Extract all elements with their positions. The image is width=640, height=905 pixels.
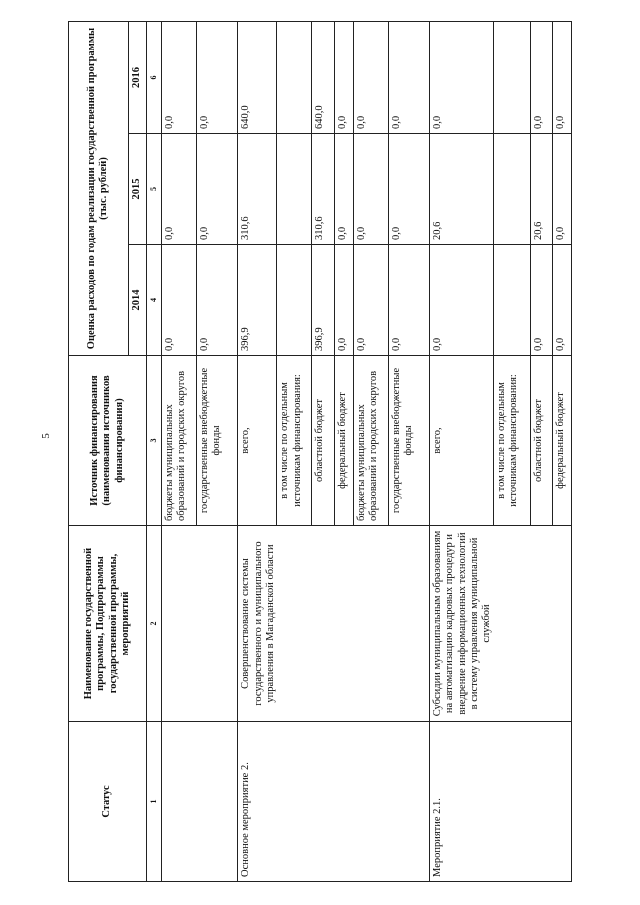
value-2015: 0,0 [335, 134, 354, 245]
value-2014: 0,0 [553, 245, 572, 356]
header-year-2016: 2016 [128, 22, 147, 134]
page-number: 5 [40, 433, 52, 439]
value-2015: 0,0 [162, 134, 197, 245]
value-2014: 0,0 [197, 245, 238, 356]
value-2014: 0,0 [429, 245, 493, 356]
column-number: 6 [147, 22, 162, 134]
value-2015: 0,0 [553, 134, 572, 245]
value-2016: 640,0 [238, 22, 277, 134]
value-2015: 310,6 [238, 134, 277, 245]
value-2016: 0,0 [553, 22, 572, 134]
value-2014: 0,0 [162, 245, 197, 356]
value-2016 [493, 22, 530, 134]
value-2014 [277, 245, 312, 356]
value-2016: 0,0 [197, 22, 238, 134]
table-row [429, 22, 493, 882]
header-status: Статус [69, 722, 147, 882]
header-estimate: Оценка расходов по годам реализации государственной программы (тыс. рублей) [69, 22, 129, 356]
value-2014: 0,0 [388, 245, 429, 356]
column-number: 3 [147, 356, 162, 526]
source-cell: в том числе по отдельным источникам финансирования: [493, 356, 530, 526]
column-number: 1 [147, 722, 162, 882]
value-2015: 0,0 [353, 134, 388, 245]
name-cell-empty [162, 526, 238, 722]
source-cell: государственные внебюджетные фонды [197, 356, 238, 526]
value-2016: 0,0 [335, 22, 354, 134]
value-2014: 396,9 [312, 245, 335, 356]
value-2016: 0,0 [353, 22, 388, 134]
header-year-2014: 2014 [128, 245, 147, 356]
status-cell-empty [162, 722, 238, 882]
value-2015 [277, 134, 312, 245]
value-2015: 20,6 [429, 134, 493, 245]
column-number: 4 [147, 245, 162, 356]
value-2016: 0,0 [530, 22, 553, 134]
value-2014: 0,0 [335, 245, 354, 356]
column-number: 5 [147, 134, 162, 245]
value-2016: 0,0 [162, 22, 197, 134]
value-2014 [493, 245, 530, 356]
table-row [162, 22, 197, 882]
source-cell: бюджеты муниципальных образований и городских округов [353, 356, 388, 526]
value-2016 [277, 22, 312, 134]
status-cell: Мероприятие 2.1. [429, 722, 571, 882]
source-cell: федеральный бюджет [553, 356, 572, 526]
source-cell: бюджеты муниципальных образований и городских округов [162, 356, 197, 526]
source-cell: федеральный бюджет [335, 356, 354, 526]
value-2014: 0,0 [530, 245, 553, 356]
value-2016: 640,0 [312, 22, 335, 134]
name-cell: Субсидии муниципальным образованиям на автоматизацию кадровых процедур и внедрение информационных технологий в систему управления муниципальной службой [429, 526, 571, 722]
status-cell: Основное мероприятие 2. [238, 722, 429, 882]
name-cell: Совершенствование системы государственного и муниципального управления в Магаданской области [238, 526, 429, 722]
header-source: Источник финансирования (наименования источников финансирования) [69, 356, 147, 526]
budget-table [68, 21, 572, 882]
table-row [238, 22, 277, 882]
source-cell: областной бюджет [312, 356, 335, 526]
source-cell: всего, [429, 356, 493, 526]
source-cell: государственные внебюджетные фонды [388, 356, 429, 526]
value-2014: 396,9 [238, 245, 277, 356]
value-2015: 20,6 [530, 134, 553, 245]
source-cell: областной бюджет [530, 356, 553, 526]
value-2016: 0,0 [388, 22, 429, 134]
rotated-table-wrapper [68, 22, 572, 882]
header-year-2015: 2015 [128, 134, 147, 245]
value-2014: 0,0 [353, 245, 388, 356]
value-2015: 310,6 [312, 134, 335, 245]
column-number: 2 [147, 526, 162, 722]
header-name: Наименование государственной программы, Подпрограммы государственной программы, мероприятий [69, 526, 147, 722]
value-2015: 0,0 [197, 134, 238, 245]
source-cell: в том числе по отдельным источникам финансирования: [277, 356, 312, 526]
value-2016: 0,0 [429, 22, 493, 134]
value-2015: 0,0 [388, 134, 429, 245]
table-header-row [69, 22, 129, 882]
value-2015 [493, 134, 530, 245]
column-numbers-row [147, 22, 162, 882]
source-cell: всего, [238, 356, 277, 526]
